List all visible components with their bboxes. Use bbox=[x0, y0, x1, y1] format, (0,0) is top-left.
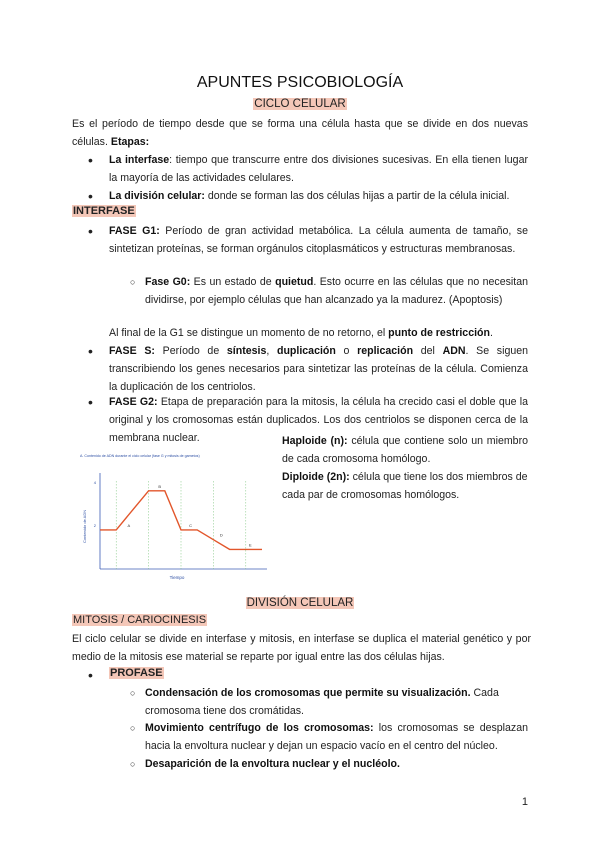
list-item-s: FASE S: Período de síntesis, duplicación o replicación del ADN. Se siguen transcribiendo los genes necesarios para sintetizar las proteínas de la célula. Comienza la duplicación de los centriolos. bbox=[109, 345, 529, 393]
x-axis-label: Tiempo bbox=[169, 575, 185, 580]
y-axis-label: Contenido de ADN bbox=[82, 509, 87, 543]
chart-phase-label: A bbox=[127, 522, 131, 528]
chart-title: A. Contenido de ADN durante el ciclo celular (fase G y mitosis de gametos) bbox=[80, 454, 200, 458]
list-item-g0: Fase G0: Es un estado de quietud. Esto ocurre en las células que no necesitan dividirse, por ejemplo células que han alcanzado ya la madurez. (Apoptosis) bbox=[145, 276, 528, 306]
chart-phase-label: E bbox=[249, 542, 252, 548]
mitosis-intro: El ciclo celular se divide en interfase y mitosis, en interfase se duplica el material genético y por medio de la mitosis ese material se reparte por igual entre las dos células hijas. bbox=[72, 633, 531, 663]
heading-interfase: INTERFASE bbox=[73, 205, 135, 217]
bullet-icon: • bbox=[88, 223, 93, 239]
chart-guides bbox=[116, 481, 246, 569]
heading-profase: PROFASE bbox=[110, 667, 163, 679]
circle-bullet-icon: ○ bbox=[130, 688, 136, 698]
heading-ciclo-celular: CICLO CELULAR bbox=[254, 98, 346, 110]
intro-paragraph: Es el período de tiempo desde que se forma una célula hasta que se divide en dos nuevas células. Etapas: bbox=[72, 118, 528, 148]
haploide-definition: Haploide (n): célula que contiene solo un miembro de cada cromosoma homólogo. bbox=[282, 435, 528, 465]
diploide-definition: Diploide (2n): célula que tiene los dos miembros de cada par de cromosomas homólogos. bbox=[282, 471, 528, 501]
circle-bullet-icon: ○ bbox=[130, 723, 136, 733]
chart-phase-label: B bbox=[158, 483, 161, 489]
bullet-icon: • bbox=[88, 667, 93, 683]
bullet-icon: • bbox=[88, 152, 93, 168]
chart-phase-label: D bbox=[219, 532, 223, 538]
profase-item: Movimiento centrífugo de los cromosomas: los cromosomas se desplazan hacia la envoltura nuclear y dejan un espacio vacío en el centro del núcleo. bbox=[145, 722, 528, 752]
g1-note: Al final de la G1 se distingue un momento de no retorno, el punto de restricción. bbox=[109, 327, 493, 339]
list-item-g2: FASE G2: Etapa de preparación para la mitosis, la célula ha crecido casi el doble que la original y los cromosomas están duplicados. Los dos centriolos se disponen cerca de la membrana nuclear. bbox=[109, 396, 528, 444]
y-tick-label: 2 bbox=[93, 523, 96, 528]
page-number: 1 bbox=[521, 796, 528, 808]
profase-item: Desaparición de la envoltura nuclear y el nucléolo. bbox=[145, 758, 400, 770]
heading-mitosis: MITOSIS / CARIOCINESIS bbox=[73, 614, 207, 626]
y-tick-label: 4 bbox=[93, 480, 96, 485]
page-title: APUNTES PSICOBIOLOGÍA bbox=[196, 74, 404, 91]
circle-bullet-icon: ○ bbox=[130, 759, 136, 769]
heading-division-celular: DIVISIÓN CELULAR bbox=[246, 597, 354, 609]
dna-content-chart bbox=[72, 453, 272, 593]
bullet-icon: • bbox=[88, 343, 93, 359]
bullet-icon: • bbox=[88, 188, 93, 204]
chart-phase-label: C bbox=[189, 522, 192, 528]
list-item-g1: FASE G1: Período de gran actividad metabólica. La célula aumenta de tamaño, se sintetizan proteínas, se forman orgánulos citoplasmáticos y estructuras membranosas. bbox=[109, 225, 528, 255]
circle-bullet-icon: ○ bbox=[130, 277, 136, 287]
list-item-division: La división celular: donde se forman las dos células hijas a partir de la célula inicial. bbox=[109, 190, 510, 202]
profase-item: Condensación de los cromosomas que permite su visualización. Cada cromosoma tiene dos cromátidas. bbox=[145, 687, 499, 717]
list-item-interfase: La interfase: tiempo que transcurre entre dos divisiones sucesivas. En ella tienen lugar la mayoría de las actividades celulares. bbox=[109, 154, 528, 184]
bullet-icon: • bbox=[88, 394, 93, 410]
